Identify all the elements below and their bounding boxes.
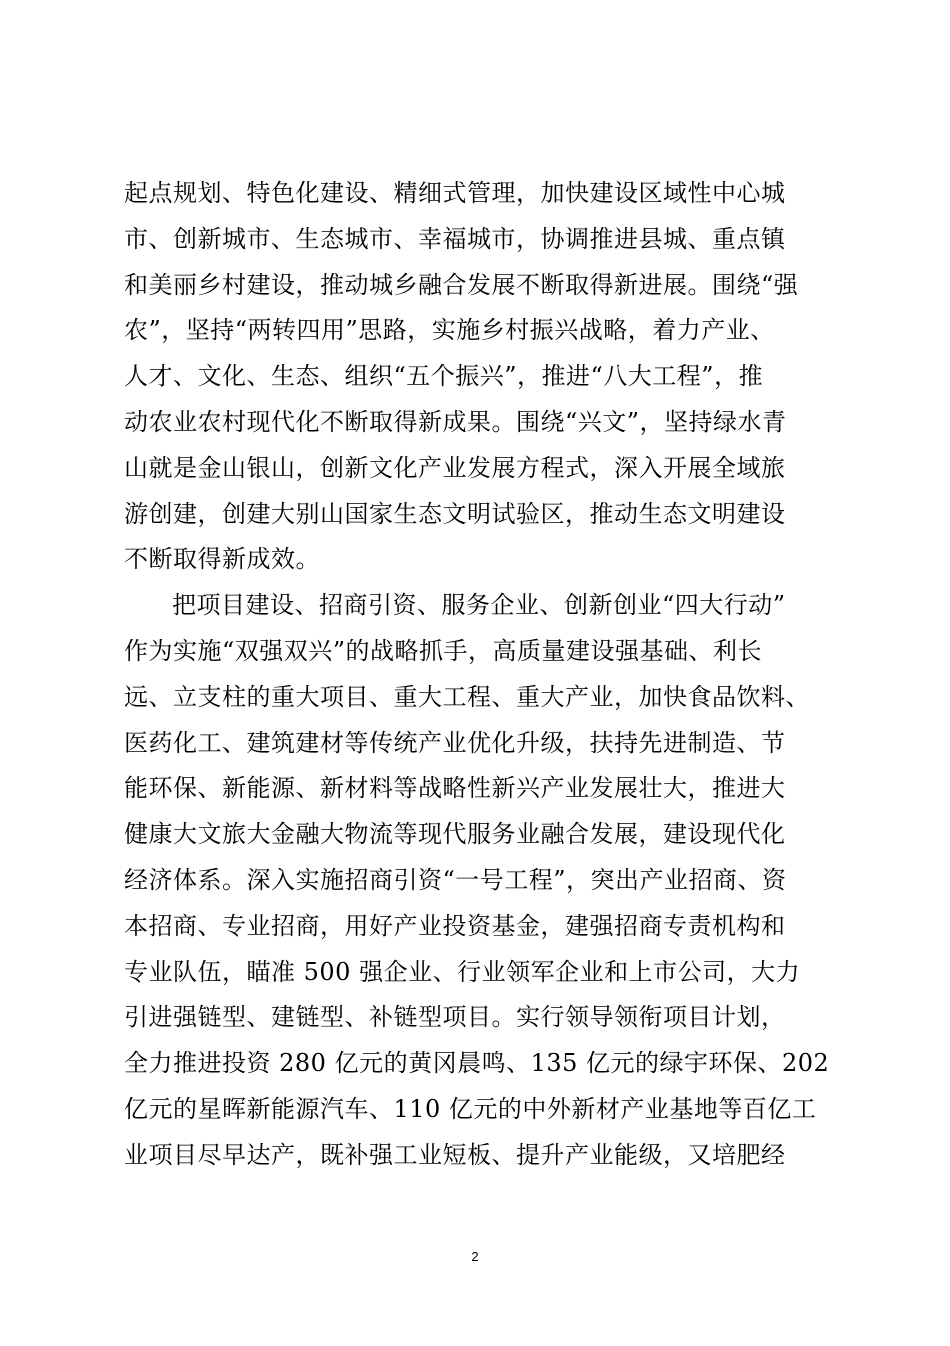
paragraph-first-line: 把项目建设、招商引资、服务企业、创新创业“四大行动” [172, 591, 786, 620]
text-line: 亿元的星晖新能源汽车、110 亿元的中外新材产业基地等百亿工 [124, 1094, 817, 1123]
text-line: 山就是金山银山，创新文化产业发展方程式，深入开展全域旅 [124, 453, 786, 482]
text-line: 人才、文化、生态、组织“五个振兴”，推进“八大工程”，推 [124, 362, 764, 391]
text-line: 起点规划、特色化建设、精细式管理，加快建设区域性中心城 [124, 179, 786, 207]
text-line: 医药化工、建筑建材等传统产业优化升级，扶持先进制造、节 [124, 728, 786, 757]
text-line: 和美丽乡村建设，推动城乡融合发展不断取得新进展。围绕“强 [124, 270, 799, 299]
text-line: 市、创新城市、生态城市、幸福城市，协调推进县城、重点镇 [124, 224, 786, 253]
text-line: 远、立支柱的重大项目、重大工程、重大产业，加快食品饮料、 [124, 682, 810, 711]
text-line: 专业队伍，瞄准 500 强企业、行业领军企业和上市公司，大力 [124, 957, 801, 986]
text-line: 游创建，创建大别山国家生态文明试验区，推动生态文明建设 [124, 499, 786, 528]
text-line: 农”，坚持“两转四用”思路，实施乡村振兴战略，着力产业、 [124, 316, 775, 345]
text-line: 全力推进投资 280 亿元的黄冈晨鸣、135 亿元的绿宇环保、202 [124, 1049, 830, 1078]
page-number: 2 [471, 1249, 479, 1264]
body-text [124, 171, 830, 1179]
text-line: 作为实施“双强双兴”的战略抓手，高质量建设强基础、利长 [124, 636, 763, 665]
text-line: 健康大文旅大金融大物流等现代服务业融合发展，建设现代化 [124, 820, 786, 849]
text-line: 引进强链型、建链型、补链型项目。实行领导领衔项目计划， [124, 1003, 786, 1032]
text-line: 业项目尽早达产，既补强工业短板、提升产业能级，又培肥经 [124, 1140, 786, 1169]
text-line: 本招商、专业招商，用好产业投资基金，建强招商专责机构和 [124, 911, 786, 940]
text-line: 能环保、新能源、新材料等战略性新兴产业发展壮大，推进大 [124, 774, 786, 803]
text-line: 经济体系。深入实施招商引资“一号工程”，突出产业招商、资 [124, 865, 787, 894]
text-line: 动农业农村现代化不断取得新成果。围绕“兴文”，坚持绿水青 [124, 407, 787, 436]
text-line: 不断取得新成效。 [124, 545, 320, 574]
